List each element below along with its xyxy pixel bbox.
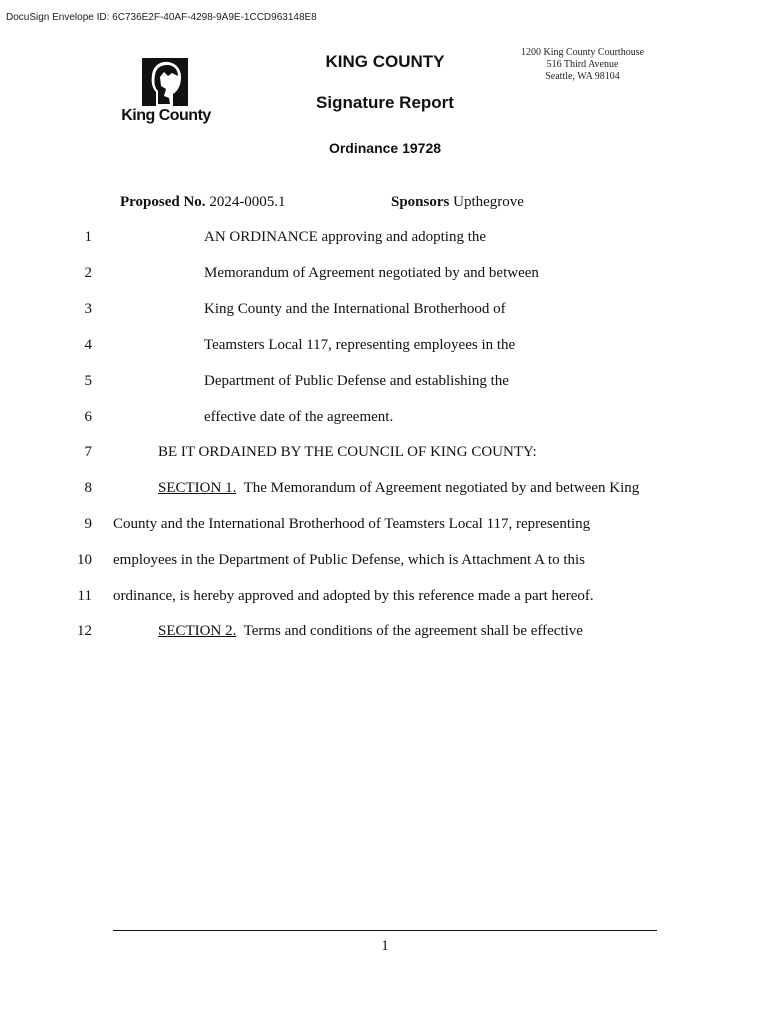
line-number: 4: [84, 337, 92, 353]
numbered-line: [0, 301, 770, 321]
numbered-line: [0, 409, 770, 429]
numbered-line: [0, 373, 770, 393]
report-title: Signature Report: [316, 93, 454, 112]
line-text: Memorandum of Agreement negotiated by and between: [204, 265, 539, 281]
numbered-line: [0, 265, 770, 285]
line-text: employees in the Department of Public Defense, which is Attachment A to this: [113, 552, 585, 568]
footer-divider: [113, 930, 657, 931]
numbered-line: [0, 337, 770, 357]
line-text: Department of Public Defense and establishing the: [204, 373, 509, 389]
line-number: 7: [84, 444, 92, 460]
line-number: 10: [77, 552, 92, 568]
numbered-line: [0, 516, 770, 536]
line-number: 8: [84, 480, 92, 496]
section-text: Terms and conditions of the agreement shall be effective: [236, 623, 583, 639]
courthouse-address: [510, 47, 655, 83]
line-text: [158, 480, 639, 497]
line-text: effective date of the agreement.: [204, 409, 394, 425]
numbered-line: [0, 480, 770, 500]
address-line: 1200 King County Courthouse: [520, 47, 645, 58]
numbered-line: [0, 588, 770, 608]
line-text: Teamsters Local 117, representing employees in the: [204, 337, 516, 353]
line-text: King County and the International Brotherhood of: [204, 301, 506, 317]
line-number: 6: [84, 409, 92, 425]
line-number: 12: [77, 623, 92, 639]
king-county-logo: [118, 58, 214, 128]
address-line: 516 Third Avenue: [546, 59, 619, 70]
line-text: BE IT ORDAINED BY THE COUNCIL OF KING COUNTY:: [158, 444, 537, 460]
section-text: The Memorandum of Agreement negotiated by and between King: [236, 480, 640, 496]
page-number: 1: [381, 938, 389, 954]
line-number: 2: [84, 265, 92, 281]
sponsors-value: Upthegrove: [453, 194, 524, 210]
numbered-line: [0, 229, 770, 249]
line-number: 11: [77, 588, 92, 604]
section-heading: SECTION 1.: [158, 480, 237, 496]
mlk-portrait-logo-icon: [142, 58, 188, 106]
line-text: ordinance, is hereby approved and adopted by this reference made a part hereof.: [113, 588, 594, 604]
proposed-number: [120, 194, 286, 211]
sponsors-label: Sponsors: [391, 194, 450, 210]
line-number: 5: [84, 373, 92, 389]
organization-title: KING COUNTY: [325, 52, 445, 71]
line-number: 9: [84, 516, 92, 532]
line-text: AN ORDINANCE approving and adopting the: [204, 229, 487, 245]
proposed-label: Proposed No.: [120, 194, 206, 210]
line-text: [158, 623, 583, 640]
envelope-id: DocuSign Envelope ID: 6C736E2F-40AF-4298-9A9E-1CCD963148E8: [6, 12, 317, 23]
address-line: Seattle, WA 98104: [545, 71, 620, 82]
line-number: 3: [84, 301, 92, 317]
numbered-line: [0, 444, 770, 464]
proposed-value: 2024-0005.1: [209, 194, 286, 210]
line-number: 1: [84, 229, 92, 245]
logo-text: King County: [121, 107, 211, 124]
section-heading: SECTION 2.: [158, 623, 237, 639]
numbered-line: [0, 552, 770, 572]
line-text: County and the International Brotherhood of Teamsters Local 117, representing: [113, 516, 591, 532]
sponsors: [391, 194, 524, 211]
numbered-line: [0, 623, 770, 643]
ordinance-number: Ordinance 19728: [328, 140, 442, 156]
